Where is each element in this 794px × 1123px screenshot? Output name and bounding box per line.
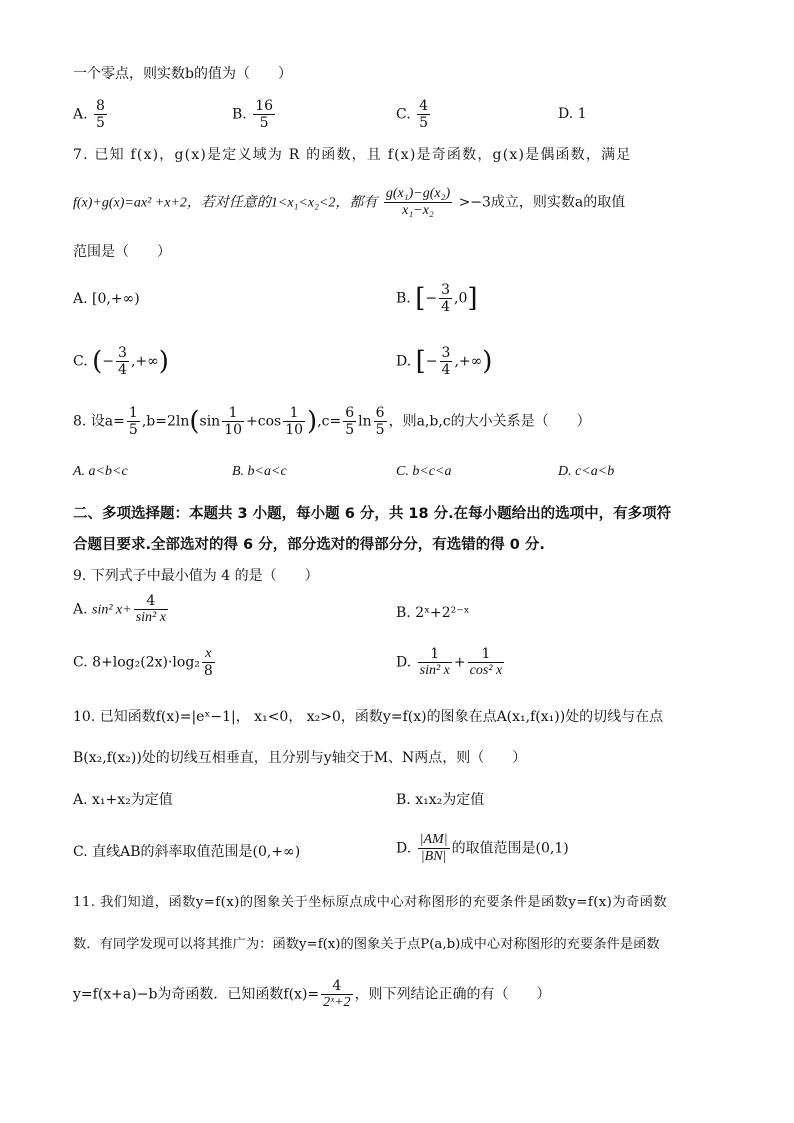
q11-line1: 11. 我们知道，函数y=f(x)的图象关于坐标原点成中心对称图形的充要条件是函数y=f(x)为奇函数 bbox=[73, 895, 668, 910]
q7-option-a: A. [0,+∞) bbox=[73, 291, 140, 307]
q10-option-c: C. 直线AB的斜率取值范围是(0,+∞) bbox=[73, 844, 301, 860]
q8-stem: 8. 设a= $\frac{1}{5}$ ,b=2ln(sin $\frac{1}{10}$ +cos $\frac{1}{10}$ ),c= $\frac{6}{5}$ ln $\frac{6}{5}$ ，则a,b,c的大小关系是（ ） bbox=[73, 405, 591, 438]
section2-heading-line2: 合题目要求.全部选对的得 6 分，部分选对的得部分分，有选错的得 0 分. bbox=[73, 537, 545, 553]
q7-inequality-fraction: $\frac{\text{g(x₁)−g(x₂)}}{\text{x₁−x₂}}$ bbox=[385, 186, 451, 218]
q7-line2: f(x)+g(x)=ax² +x+2，若对任意的1<x₁<x₂<2，都有 $\frac{\text{g(x₁)−g(x₂)}}{\text{x₁−x₂}}$ >−3成立，则实数a的取值 bbox=[73, 186, 626, 218]
q9-stem: 9. 下列式子中最小值为 4 的是（ ） bbox=[73, 568, 319, 584]
q6-option-d: D. 1 bbox=[558, 106, 587, 122]
q7-line3: 范围是（ ） bbox=[73, 244, 171, 260]
q8-option-d: D. c<a<b bbox=[558, 464, 615, 479]
q7-option-d: D. [− $\frac{3}{4}$ ,+∞) bbox=[396, 345, 493, 378]
q8-option-a: A. a<b<c bbox=[73, 464, 128, 479]
q7-option-b: B. [− $\frac{3}{4}$ ,0] bbox=[396, 282, 478, 315]
q9-option-d: D. $\frac{1}{\text{sin² x}}$ + $\frac{1}{\text{cos² x}}$ bbox=[396, 646, 503, 678]
q10-line2: B(x₂,f(x₂))处的切线互相垂直，且分别与y轴交于M、N两点，则（ ） bbox=[73, 750, 527, 766]
section2-heading-line1: 二、多项选择题：本题共 3 小题，每小题 6 分，共 18 分.在每小题给出的选项中，有多项符 bbox=[73, 506, 672, 522]
q8-option-b: B. b<a<c bbox=[232, 464, 287, 479]
q10-line1: 10. 已知函数f(x)=|eˣ−1|， x₁<0， x₂>0，函数y=f(x)的图象在点A(x₁,f(x₁))处的切线与在点 bbox=[73, 709, 664, 725]
q11-line3: y=f(x+a)−b为奇函数．已知函数f(x)= $\frac{4}{\text{2ˣ+2}}$ ，则下列结论正确的有（ ） bbox=[73, 978, 551, 1010]
q6-b-fraction: $\frac{16}{5}$ bbox=[255, 98, 274, 131]
q9-option-c: C. 8+log₂(2x)·log₂ $\frac{x}{8}$ bbox=[73, 646, 213, 679]
q11-line2: 数．有同学发现可以将其推广为：函数y=f(x)的图象关于点P(a,b)成中心对称图形的充要条件是函数 bbox=[73, 937, 660, 952]
q6-option-b: B. $\frac{16}{5}$ bbox=[232, 98, 274, 131]
q7-option-c: C. (− $\frac{3}{4}$ ,+∞) bbox=[73, 345, 169, 378]
q10-option-a: A. x₁+x₂为定值 bbox=[73, 792, 173, 808]
q6-option-c: C. $\frac{4}{5}$ bbox=[396, 98, 429, 131]
q7-line1: 7. 已知 f(x)，g(x)是定义域为 R 的函数，且 f(x)是奇函数，g(x)是偶函数，满足 bbox=[73, 147, 632, 163]
q6-c-fraction: $\frac{4}{5}$ bbox=[419, 98, 429, 131]
q10-option-d: D. $\frac{|AM|}{|BN|}$ 的取值范围是(0,1) bbox=[396, 832, 569, 864]
q6-tail: 一个零点，则实数b的值为（ ） bbox=[73, 66, 292, 82]
q8-option-c: C. b<c<a bbox=[396, 464, 452, 479]
q6-option-a: A. $\frac{8}{5}$ bbox=[73, 98, 105, 131]
q10-option-b: B. x₁x₂为定值 bbox=[396, 792, 485, 808]
q6-a-fraction: $\frac{8}{5}$ bbox=[96, 98, 105, 131]
q9-option-b: B. 2ˣ+2²⁻ˣ bbox=[396, 605, 470, 621]
q9-option-a: A. sin² x+ $\frac{4}{\text{sin² x}}$ bbox=[73, 593, 166, 625]
